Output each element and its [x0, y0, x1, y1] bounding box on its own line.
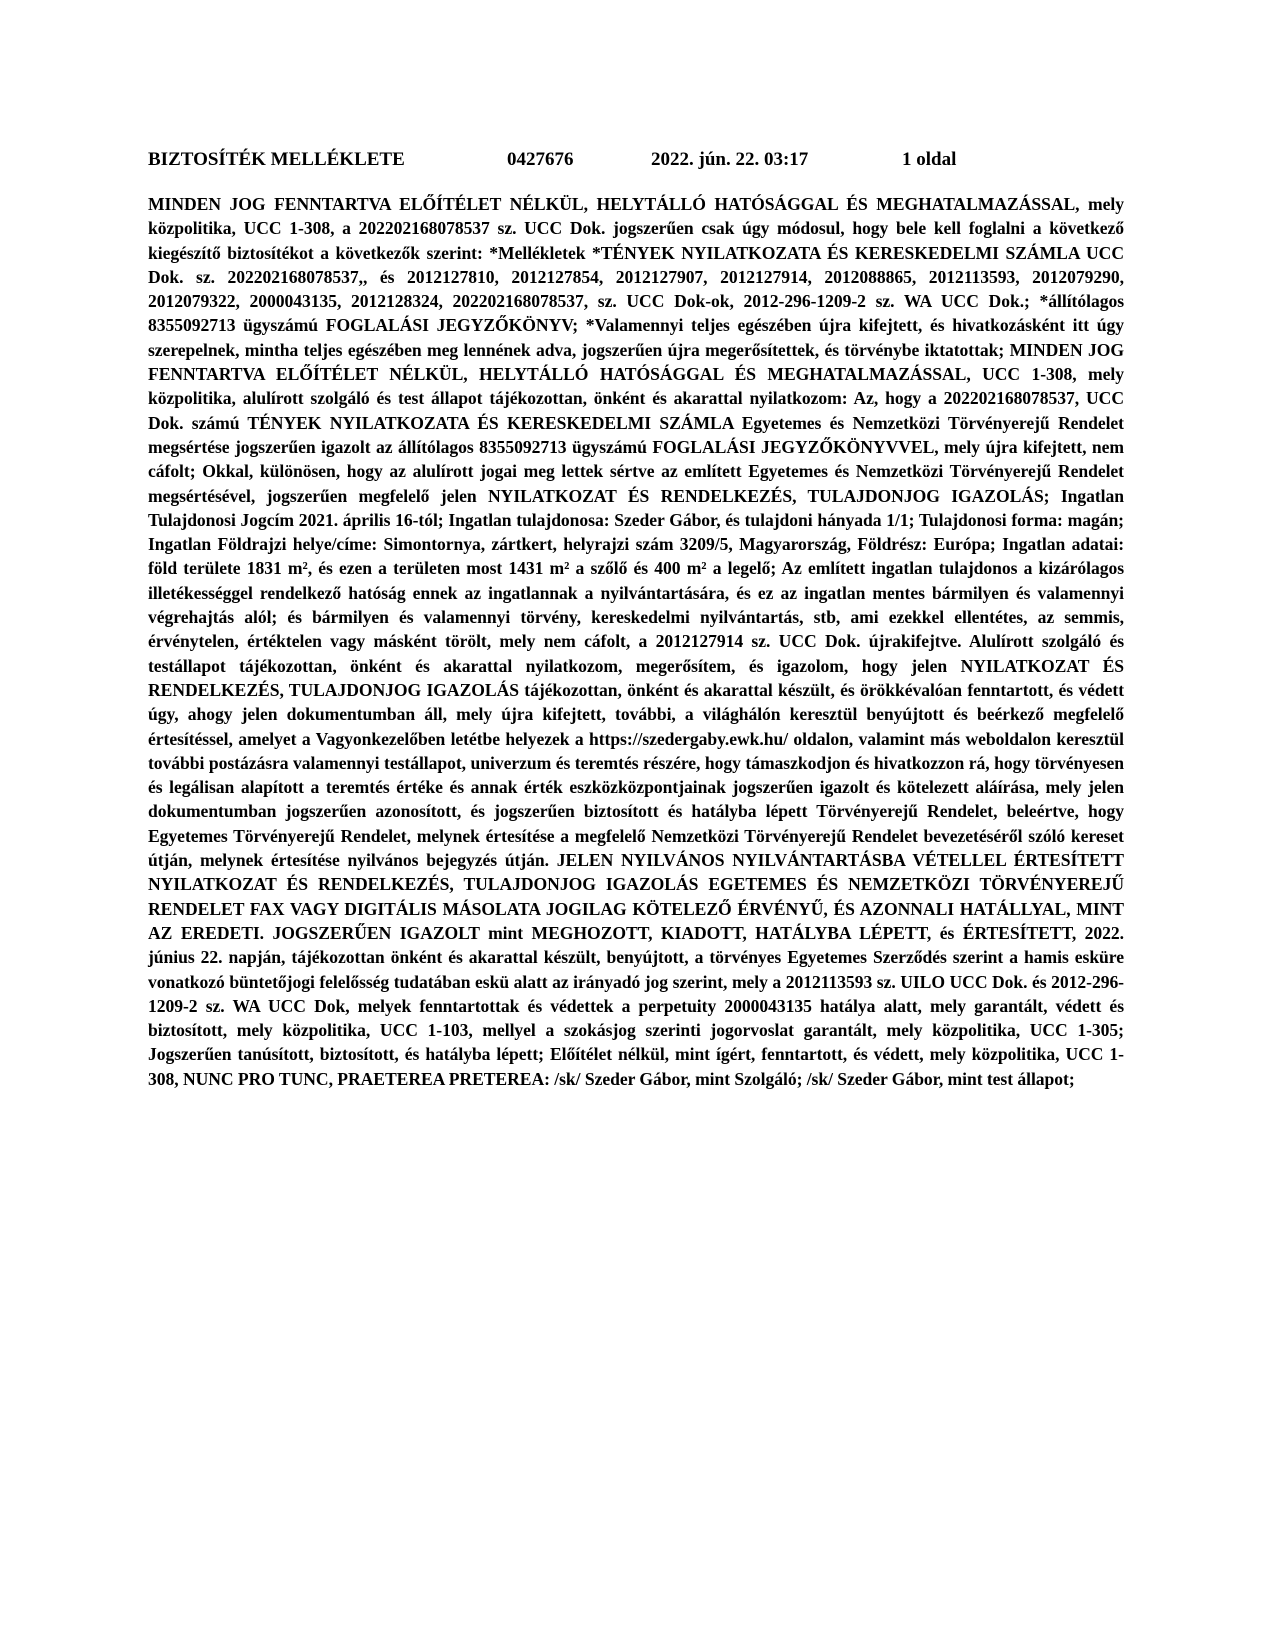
- body-paragraph: MINDEN JOG FENNTARTVA ELŐÍTÉLET NÉLKÜL, HELYTÁLLÓ HATÓSÁGGAL ÉS MEGHATALMAZÁSSAL, mely közpolitika, UCC 1-308, a 202202168078537 sz. UCC Dok. jogszerűen csak úgy módosul, hogy bele kell foglalni a következő kiegészítő biztosítékot a következők szerint: *Mellékletek *TÉNYEK NYILATKOZATA ÉS KERESKEDELMI SZÁMLA UCC Dok. sz. 202202168078537,, és 2012127810, 2012127854, 2012127907, 2012127914, 2012088865, 2012113593, 2012079290, 2012079322, 2000043135, 2012128324, 202202168078537, sz. UCC Dok-ok, 2012-296-1209-2 sz. WA UCC Dok.; *állítólagos 8355092713 ügyszámú FOGLALÁSI JEGYZŐKÖNYV; *Valamennyi teljes egészében újra kifejtett, és hivatkozásként itt úgy szerepelnek, mintha teljes egészében meg lennének adva, jogszerűen újra megerősítettek, és törvénybe iktatottak; MINDEN JOG FENNTARTVA ELŐÍTÉLET NÉLKÜL, HELYTÁLLÓ HATÓSÁGGAL ÉS MEGHATALMAZÁSSAL, UCC 1-308, mely közpolitika, alulírott szolgáló és test állapot tájékozottan, önként és akarattal nyilatkozom: Az, hogy a 202202168078537, UCC Dok. számú TÉNYEK NYILATKOZATA ÉS KERESKEDELMI SZÁMLA Egyetemes és Nemzetközi Törvényerejű Rendelet megsértése jogszerűen igazolt az állítólagos 8355092713 ügyszámú FOGLALÁSI JEGYZŐKÖNYVVEL, mely újra kifejtett, nem cáfolt; Okkal, különösen, hogy az alulírott jogai meg lettek sértve az említett Egyetemes és Nemzetközi Törvényerejű Rendelet megsértésével, jogszerűen megfelelő jelen NYILATKOZAT ÉS RENDELKEZÉS, TULAJDONJOG IGAZOLÁS; Ingatlan Tulajdonosi Jogcím 2021. április 16-tól; Ingatlan tulajdonosa: Szeder Gábor, és tulajdoni hányada 1/1; Tulajdonosi forma: magán; Ingatlan Földrajzi helye/címe: Simontornya, zártkert, helyrajzi szám 3209/5, Magyarország, Földrész: Európa; Ingatlan adatai: föld területe 1831 m², és ezen a területen most 1431 m² a szőlő és 400 m² a legelő; Az említett ingatlan tulajdonos a kizárólagos illetékességgel rendelkező hatóság ennek az ingatlannak a nyilvántartására, és ez az ingatlan mentes bármilyen és valamennyi végrehajtás alól; és bármilyen és valamennyi törvény, kereskedelmi nyilvántartás, stb, ami ezekkel ellentétes, az semmis, érvénytelen, értéktelen vagy másként törölt, mely nem cáfolt, a 2012127914 sz. UCC Dok. újrakifejtve. Alulírott szolgáló és testállapot tájékozottan, önként és akarattal nyilatkozom, megerősítem, és igazolom, hogy jelen NYILATKOZAT ÉS RENDELKEZÉS, TULAJDONJOG IGAZOLÁS tájékozottan, önként és akarattal készült, és örökkévalóan fenntartott, és védett úgy, ahogy jelen dokumentumban áll, mely újra kifejtett, további, a világhálón keresztül benyújtott és beérkező megfelelő értesítéssel, amelyet a Vagyonkezelőben letétbe helyezek a https://szedergaby.ewk.hu/ oldalon, valamint más weboldalon keresztül további postázásra valamennyi testállapot, univerzum és teremtés részére, hogy támaszkodjon és hivatkozzon rá, hogy törvényesen és legálisan alapított a teremtés értéke és annak érték eszközközpontjainak jogszerűen igazolt és kötelezett aláírása, mely jelen dokumentumban jogszerűen azonosított, és jogszerűen biztosított és hatályba lépett Törvényerejű Rendelet, beleértve, hogy Egyetemes Törvényerejű Rendelet, melynek értesítése a megfelelő Nemzetközi Törvényerejű Rendelet bevezetéséről szóló kereset útján, melynek értesítése nyilvános bejegyzés útján. JELEN NYILVÁNOS NYILVÁNTARTÁSBA VÉTELLEL ÉRTESÍTETT NYILATKOZAT ÉS RENDELKEZÉS, TULAJDONJOG IGAZOLÁS EGETEMES ÉS NEMZETKÖZI TÖRVÉNYEREJŰ RENDELET FAX VAGY DIGITÁLIS MÁSOLATA JOGILAG KÖTELEZŐ ÉRVÉNYŰ, ÉS AZONNALI HATÁLLYAL, MINT AZ EREDETI. JOGSZERŰEN IGAZOLT mint MEGHOZOTT, KIADOTT, HATÁLYBA LÉPETT, és ÉRTESÍTETT, 2022. június 22. napján, tájékozottan önként és akarattal készült, benyújtott, a törvényes Egyetemes Szerződés szerint a hamis esküre vonatkozó büntetőjogi felelősség tudatában eskü alatt az irányadó jog szerint, mely a 2012113593 sz. UILO UCC Dok. és 2012-296-1209-2 sz. WA UCC Dok, melyek fenntartottak és védettek a perpetuity 2000043135 hatálya alatt, mely garantált, védett és biztosított, mely közpolitika, UCC 1-103, mellyel a szokásjog szerinti jogorvoslat garantált, mely közpolitika, UCC 1-305; Jogszerűen tanúsított, biztosított, és hatályba lépett; Előítélet nélkül, mint ígért, fenntartott, és védett, mely közpolitika, UCC 1-308, NUNC PRO TUNC, PRAETEREA PRETEREA: /sk/ Szeder Gábor, mint Szolgáló; /sk/ Szeder Gábor, mint test állapot;: [148, 194, 1124, 1089]
- page-number: 1 oldal: [902, 149, 957, 170]
- document-page: [148, 148, 1124, 1091]
- document-header: [148, 148, 1124, 172]
- document-title: BIZTOSÍTÉK MELLÉKLETE: [148, 149, 405, 170]
- document-id: 0427676: [507, 149, 574, 170]
- document-datetime: 2022. jún. 22. 03:17: [651, 149, 809, 170]
- document-body: [148, 192, 1124, 1091]
